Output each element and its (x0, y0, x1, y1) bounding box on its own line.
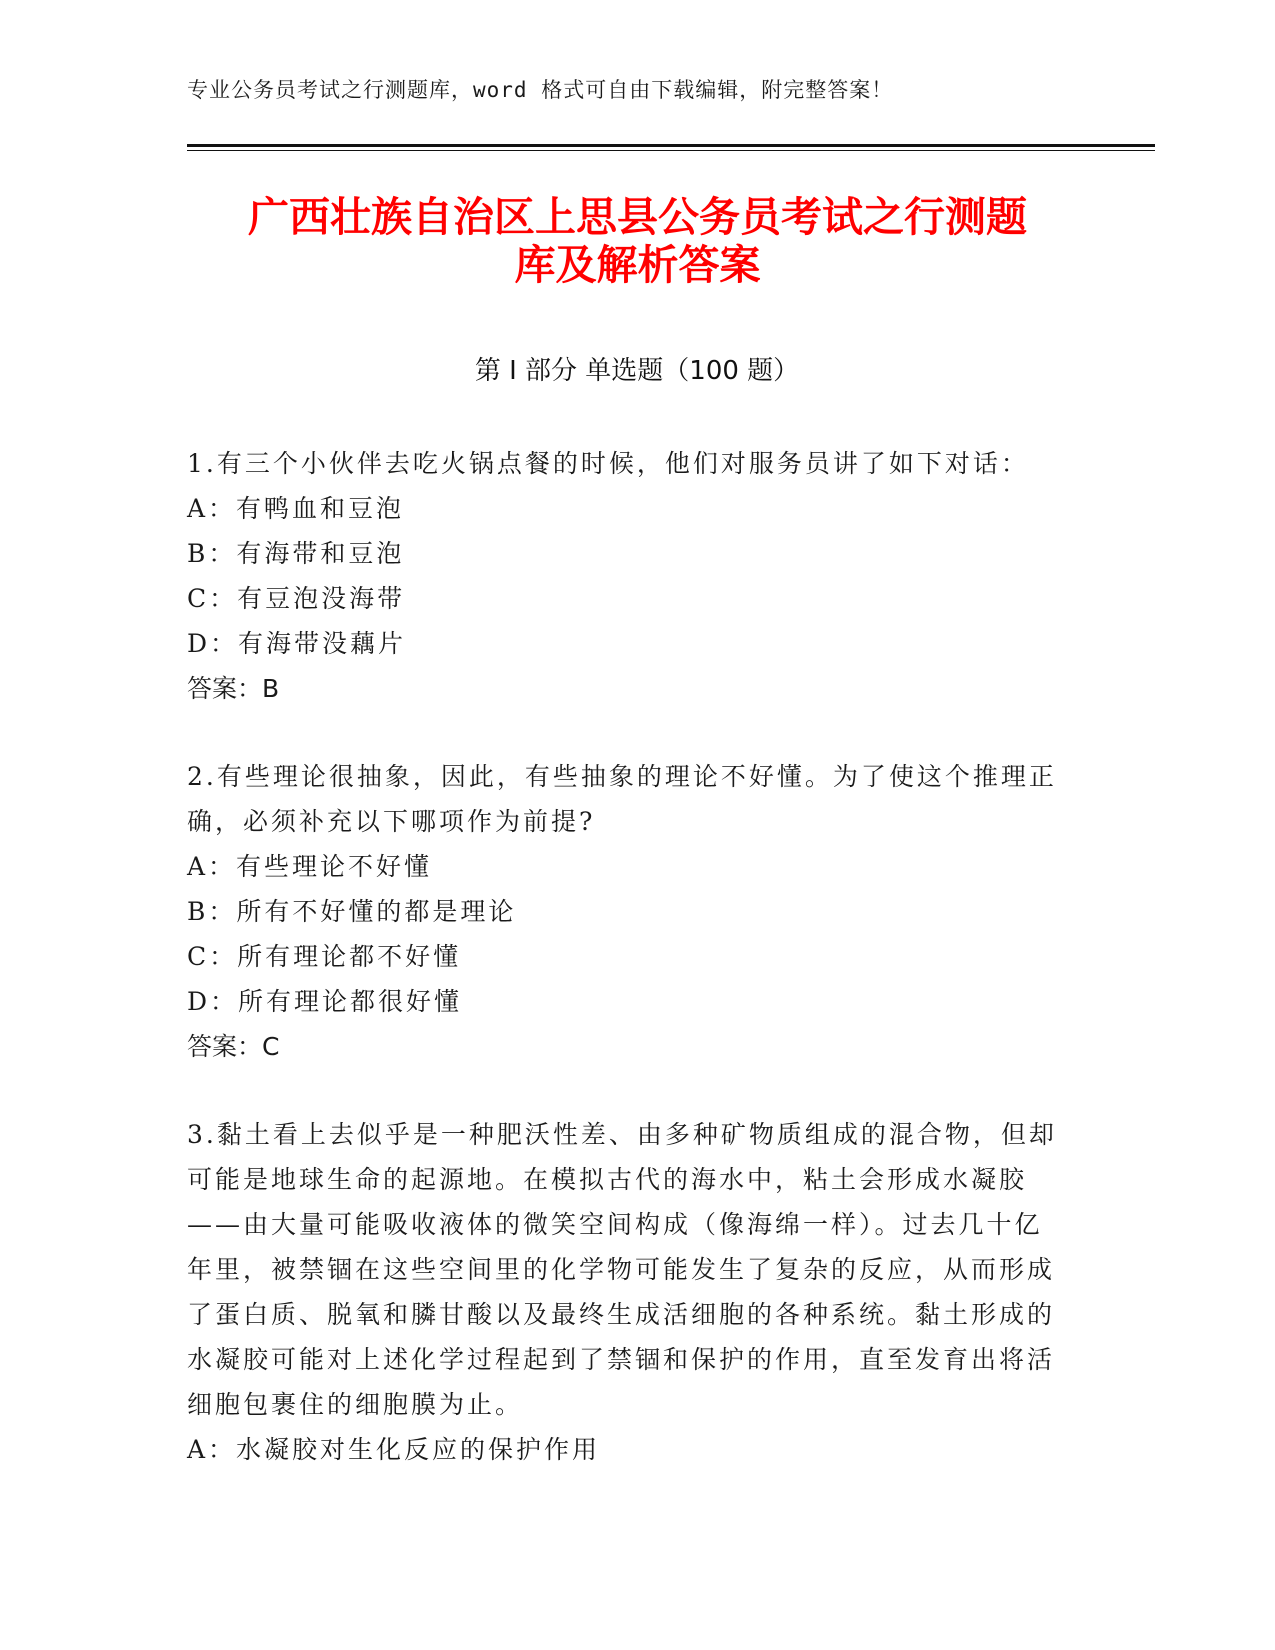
question-stem: 1.有三个小伙伴去吃火锅点餐的时候，他们对服务员讲了如下对话： (187, 449, 1029, 478)
answer-line: 答案：C (187, 1032, 280, 1061)
question-1 (187, 441, 1067, 711)
option-c: C：所有理论都不好懂 (187, 942, 462, 971)
option-b: B：有海带和豆泡 (187, 539, 405, 568)
document-title-line-1: 广西壮族自治区上思县公务员考试之行测题 (248, 193, 1027, 241)
document-title (150, 193, 1125, 289)
option-d: D：有海带没藕片 (187, 629, 407, 658)
header-rule-thick (187, 144, 1155, 147)
question-2 (187, 754, 1067, 1069)
option-d: D：所有理论都很好懂 (187, 987, 463, 1016)
section-heading: 第 I 部分 单选题（100 题） (474, 356, 800, 386)
document-title-line-2: 库及解析答案 (514, 241, 761, 289)
option-c: C：有豆泡没海带 (187, 584, 406, 613)
option-a: A：有鸭血和豆泡 (187, 494, 405, 523)
question-stem: 3.黏土看上去似乎是一种肥沃性差、由多种矿物质组成的混合物，但却可能是地球生命的起源地。在模拟古代的海水中，粘土会形成水凝胶——由大量可能吸收液体的微笑空间构成（像海绵一样）。过去几十亿年里，被禁锢在这些空间里的化学物可能发生了复杂的反应，从而形成了蛋白质、脱氧和膦甘酸以及最终生成活细胞的各种系统。黏土形成的水凝胶可能对上述化学过程起到了禁锢和保护的作用，直至发育出将活细胞包裹住的细胞膜为止。 (187, 1120, 1057, 1419)
question-stem: 2.有些理论很抽象，因此，有些抽象的理论不好懂。为了使这个推理正确，必须补充以下哪项作为前提? (187, 762, 1057, 836)
question-list (187, 441, 1067, 1515)
page-header-text: 专业公务员考试之行测题库，word 格式可自由下载编辑，附完整答案！ (187, 78, 894, 102)
option-a: A：水凝胶对生化反应的保护作用 (187, 1435, 601, 1464)
option-a: A：有些理论不好懂 (187, 852, 433, 881)
answer-line: 答案：B (187, 674, 280, 703)
header-rule-thin (187, 150, 1155, 151)
question-3 (187, 1112, 1067, 1472)
option-b: B：所有不好懂的都是理论 (187, 897, 517, 926)
